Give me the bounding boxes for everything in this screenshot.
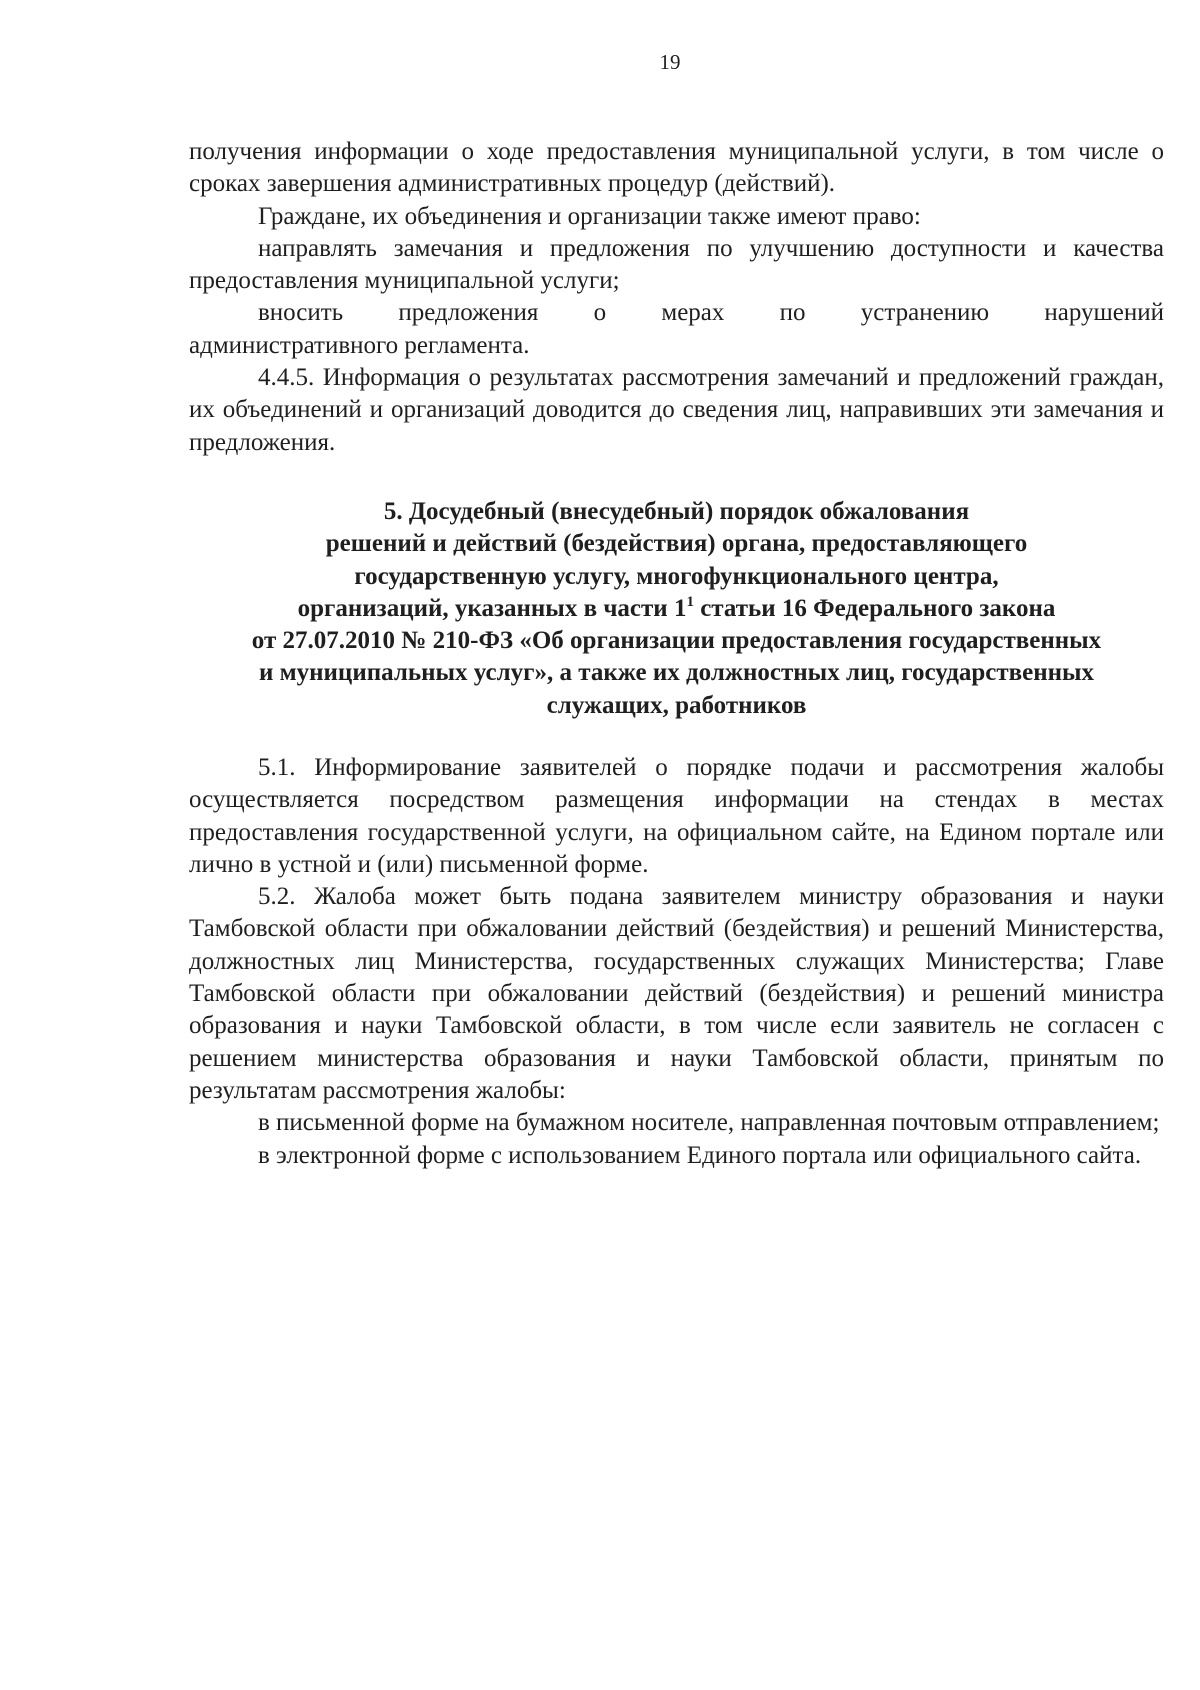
heading-line <box>189 593 1164 625</box>
section-heading <box>189 496 1164 722</box>
paragraph: направлять замечания и предложения по улучшению доступности и качества предоставления муниципальной услуги; <box>189 234 1164 295</box>
heading-line: государственную услугу, многофункционального центра, <box>354 562 999 590</box>
paragraph: в письменной форме на бумажном носителе, направленная почтовым отправлением; <box>258 1109 1160 1137</box>
paragraph: получения информации о ходе предоставления муниципальной услуги, в том числе о сроках завершения административных процедур (действий). <box>189 138 1164 198</box>
text-block-top <box>189 136 1164 459</box>
text-block-bottom <box>189 752 1164 1172</box>
heading-line: 5. Досудебный (внесудебный) порядок обжалования <box>383 498 970 525</box>
paragraph: Граждане, их объединения и организации также имеют право: <box>258 202 921 230</box>
paragraph: в электронной форме с использованием Единого портала или официального сайта. <box>258 1141 1142 1169</box>
heading-line: от 27.07.2010 № 210-ФЗ «Об организации предоставления государственных <box>251 627 1102 655</box>
paragraph: 5.1. Информирование заявителей о порядке подачи и рассмотрения жалобы осуществляется посредством размещения информации на стендах в местах предоставления государственной услуги, на официальном сайте, на Едином портале или лично в устной и (или) письменной форме. <box>189 754 1164 878</box>
paragraph: 4.4.5. Информация о результатах рассмотрения замечаний и предложений граждан, их объединений и организаций доводится до сведения лиц, направивших эти замечания и предложения. <box>189 364 1164 456</box>
paragraph: 5.2. Жалоба может быть подана заявителем министру образования и науки Тамбовской области при обжаловании действий (бездействия) и решений Министерства, должностных лиц Министерства, государственных служащих Министерства; Главе Тамбовской области при обжаловании действий (бездействия) и решений министра образования и науки Тамбовской области, в том числе если заявитель не согласен с решением министерства образования и науки Тамбовской области, принятым по результатам рассмотрения жалобы: <box>189 883 1164 1104</box>
page-number: 19 <box>659 50 681 74</box>
heading-text: статьи 16 Федерального закона <box>693 594 1056 622</box>
heading-line: служащих, работников <box>546 691 807 719</box>
heading-line: и муниципальных услуг», а также их должностных лиц, государственных <box>258 659 1095 687</box>
superscript: 1 <box>686 593 694 610</box>
paragraph: административного регламента. <box>189 331 530 359</box>
paragraph: вносить предложения о мерах по устранению нарушений <box>258 299 1164 327</box>
heading-line: решений и действий (бездействия) органа, предоставляющего <box>325 530 1028 558</box>
heading-text: организаций, указанных в части 1 <box>297 594 687 622</box>
